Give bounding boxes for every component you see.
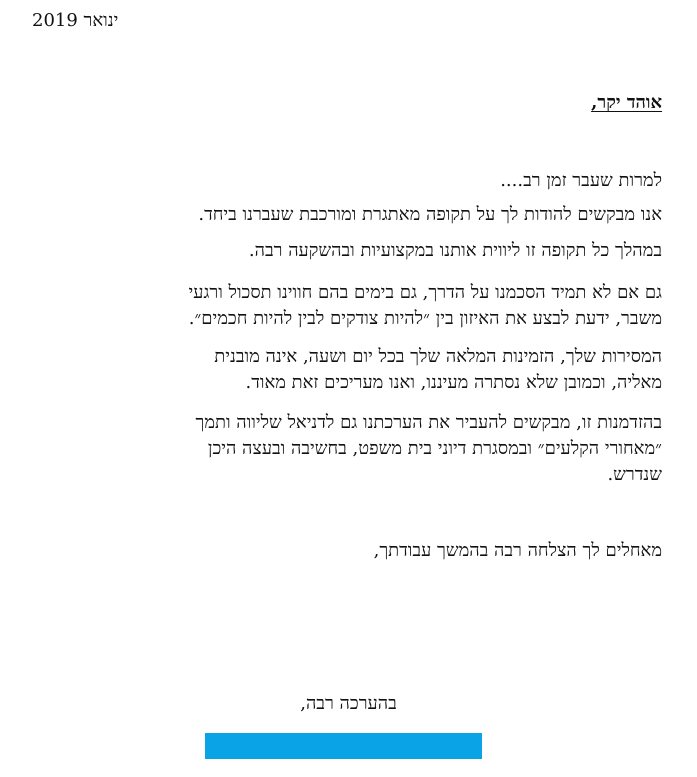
salutation: אוהד יקר, (591, 92, 662, 113)
paragraph-3-line-1: גם אם לא תמיד הסכמנו על הדרך, גם בימים בהם חווינו תסכול ורגעי (188, 282, 662, 303)
paragraph-4-line-2: מאליה, וכמובן שלא נסתרה מעיננו, ואנו מעריכים זאת מאוד. (245, 372, 662, 393)
paragraph-1: אנו מבקשים להודות לך על תקופה מאתגרת ומורכבת שעברנו ביחד. (198, 204, 662, 225)
letter-date: ינואר 2019 (32, 10, 119, 31)
signoff: בהערכה רבה, (300, 693, 397, 714)
paragraph-5-line-1: בהזדמנות זו, מבקשים להעביר את הערכתנו גם לדניאל שליווה ותמך (195, 412, 662, 433)
redacted-signature-bar (205, 733, 482, 759)
paragraph-5-line-3: שנדרש. (607, 464, 662, 485)
paragraph-5-line-2: ״מאחורי הקלעים״ ובמסגרת דיוני בית משפט, בחשיבה ובעצה היכן (207, 438, 662, 459)
paragraph-3-line-2: משבר, ידעת לבצע את האיזון בין ״להיות צודקים לבין להיות חכמים״. (188, 308, 662, 329)
opening-line: למרות שעבר זמן רב.... (500, 170, 662, 191)
paragraph-2: במהלך כל תקופה זו ליווית אותנו במקצועיות ובהשקעה רבה. (248, 240, 662, 261)
closing-line: מאחלים לך הצלחה רבה בהמשך עבודתך, (373, 540, 662, 561)
paragraph-4-line-1: המסירות שלך, הזמינות המלאה שלך בכל יום ושעה, אינה מובנית (214, 346, 662, 367)
